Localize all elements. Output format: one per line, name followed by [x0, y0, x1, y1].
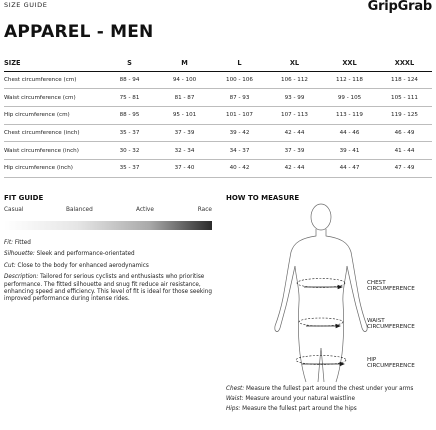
table-cell: 46 - 49 [377, 124, 432, 142]
row-label: Hip circumference (inch) [4, 159, 102, 177]
scale-label-balanced: Balanced [66, 207, 93, 213]
size-table-header [4, 56, 432, 71]
table-cell: 37 - 40 [157, 159, 212, 177]
cut-line: Cut: Close to the body for enhanced aerodynamics [4, 262, 149, 269]
header-cell: XL [267, 56, 322, 71]
row-label: Waist circumference (cm) [4, 89, 102, 107]
table-cell: 93 - 99 [267, 89, 322, 107]
how-to-measure-title: HOW TO MEASURE [226, 194, 300, 202]
table-cell: 95 - 101 [157, 106, 212, 124]
waist-note: Waist: Measure around your natural waistline [226, 396, 356, 402]
row-label: Chest circumference (inch) [4, 124, 102, 142]
waist-measure-label: WAIST CIRCUMFERENCE [367, 318, 415, 331]
table-cell: 100 - 106 [212, 71, 267, 89]
table-cell: 44 - 47 [322, 159, 377, 177]
body-outline-figure [272, 198, 370, 383]
table-cell: 94 - 100 [157, 71, 212, 89]
table-cell: 42 - 44 [267, 159, 322, 177]
table-row [4, 142, 432, 160]
size-table [4, 56, 432, 178]
table-cell: 119 - 125 [377, 106, 432, 124]
table-cell: 112 - 118 [322, 71, 377, 89]
fit-line: Fit: Fitted [4, 240, 31, 246]
fit-scale-labels [4, 207, 212, 217]
hip-measure-label: HIP CIRCUMFERENCE [367, 357, 415, 370]
brand-logo: GripGrab [367, 0, 432, 14]
page-title: APPAREL - MEN [4, 22, 154, 42]
fit-description [4, 240, 214, 308]
section-label: SIZE GUIDE [4, 1, 48, 9]
hips-note: Hips: Measure the fullest part around the hips [226, 406, 357, 412]
table-cell: 37 - 39 [267, 142, 322, 160]
row-label: Hip circumference (cm) [4, 106, 102, 124]
table-cell: 41 - 44 [377, 142, 432, 160]
row-label: Waist circumference (inch) [4, 142, 102, 160]
header-cell: XXL [322, 56, 377, 71]
table-row [4, 71, 432, 89]
silhouette-line: Silhouette: Sleek and performance-orientated [4, 251, 135, 258]
fit-guide-title: FIT GUIDE [4, 194, 44, 202]
table-cell: 39 - 41 [322, 142, 377, 160]
table-cell: 39 - 42 [212, 124, 267, 142]
table-row [4, 106, 432, 124]
table-cell: 32 - 34 [157, 142, 212, 160]
scale-label-active: Active [136, 207, 154, 213]
chest-measure-label: CHEST CIRCUMFERENCE [367, 280, 415, 293]
fit-gradient-bar [4, 221, 212, 230]
table-cell: 40 - 42 [212, 159, 267, 177]
table-cell: 113 - 119 [322, 106, 377, 124]
table-cell: 88 - 95 [102, 106, 157, 124]
table-cell: 105 - 111 [377, 89, 432, 107]
table-cell: 30 - 32 [102, 142, 157, 160]
table-row [4, 124, 432, 142]
table-cell: 99 - 105 [322, 89, 377, 107]
table-cell: 118 - 124 [377, 71, 432, 89]
top-bar [4, 0, 432, 16]
header-cell: L [212, 56, 267, 71]
table-cell: 35 - 37 [102, 159, 157, 177]
table-cell: 87 - 93 [212, 89, 267, 107]
header-cell: SIZE [4, 56, 102, 71]
table-cell: 88 - 94 [102, 71, 157, 89]
table-cell: 37 - 39 [157, 124, 212, 142]
table-row [4, 159, 432, 177]
table-cell: 35 - 37 [102, 124, 157, 142]
table-cell: 81 - 87 [157, 89, 212, 107]
table-cell: 107 - 113 [267, 106, 322, 124]
header-cell: M [157, 56, 212, 71]
chest-note: Chest: Measure the fullest part around the chest under your arms [226, 386, 414, 392]
table-cell: 106 - 112 [267, 71, 322, 89]
table-row [4, 89, 432, 107]
description-line: Description: Tailored for serious cyclists and enthusiasts who prioritise performance. The fitted silhouette and snug fit reduce air resistance, enhancing speed and efficiency. This level of fit is ideal for those seeking improved performance during intense rides. [4, 274, 212, 303]
table-cell: 47 - 49 [377, 159, 432, 177]
table-cell: 75 - 81 [102, 89, 157, 107]
header-cell: S [102, 56, 157, 71]
measure-instructions [226, 386, 432, 416]
scale-label-casual: Casual [4, 207, 24, 213]
row-label: Chest circumference (cm) [4, 71, 102, 89]
scale-label-race: Race [197, 207, 212, 213]
header-cell: XXXL [377, 56, 432, 71]
table-cell: 34 - 37 [212, 142, 267, 160]
table-cell: 44 - 46 [322, 124, 377, 142]
table-cell: 101 - 107 [212, 106, 267, 124]
table-cell: 42 - 44 [267, 124, 322, 142]
